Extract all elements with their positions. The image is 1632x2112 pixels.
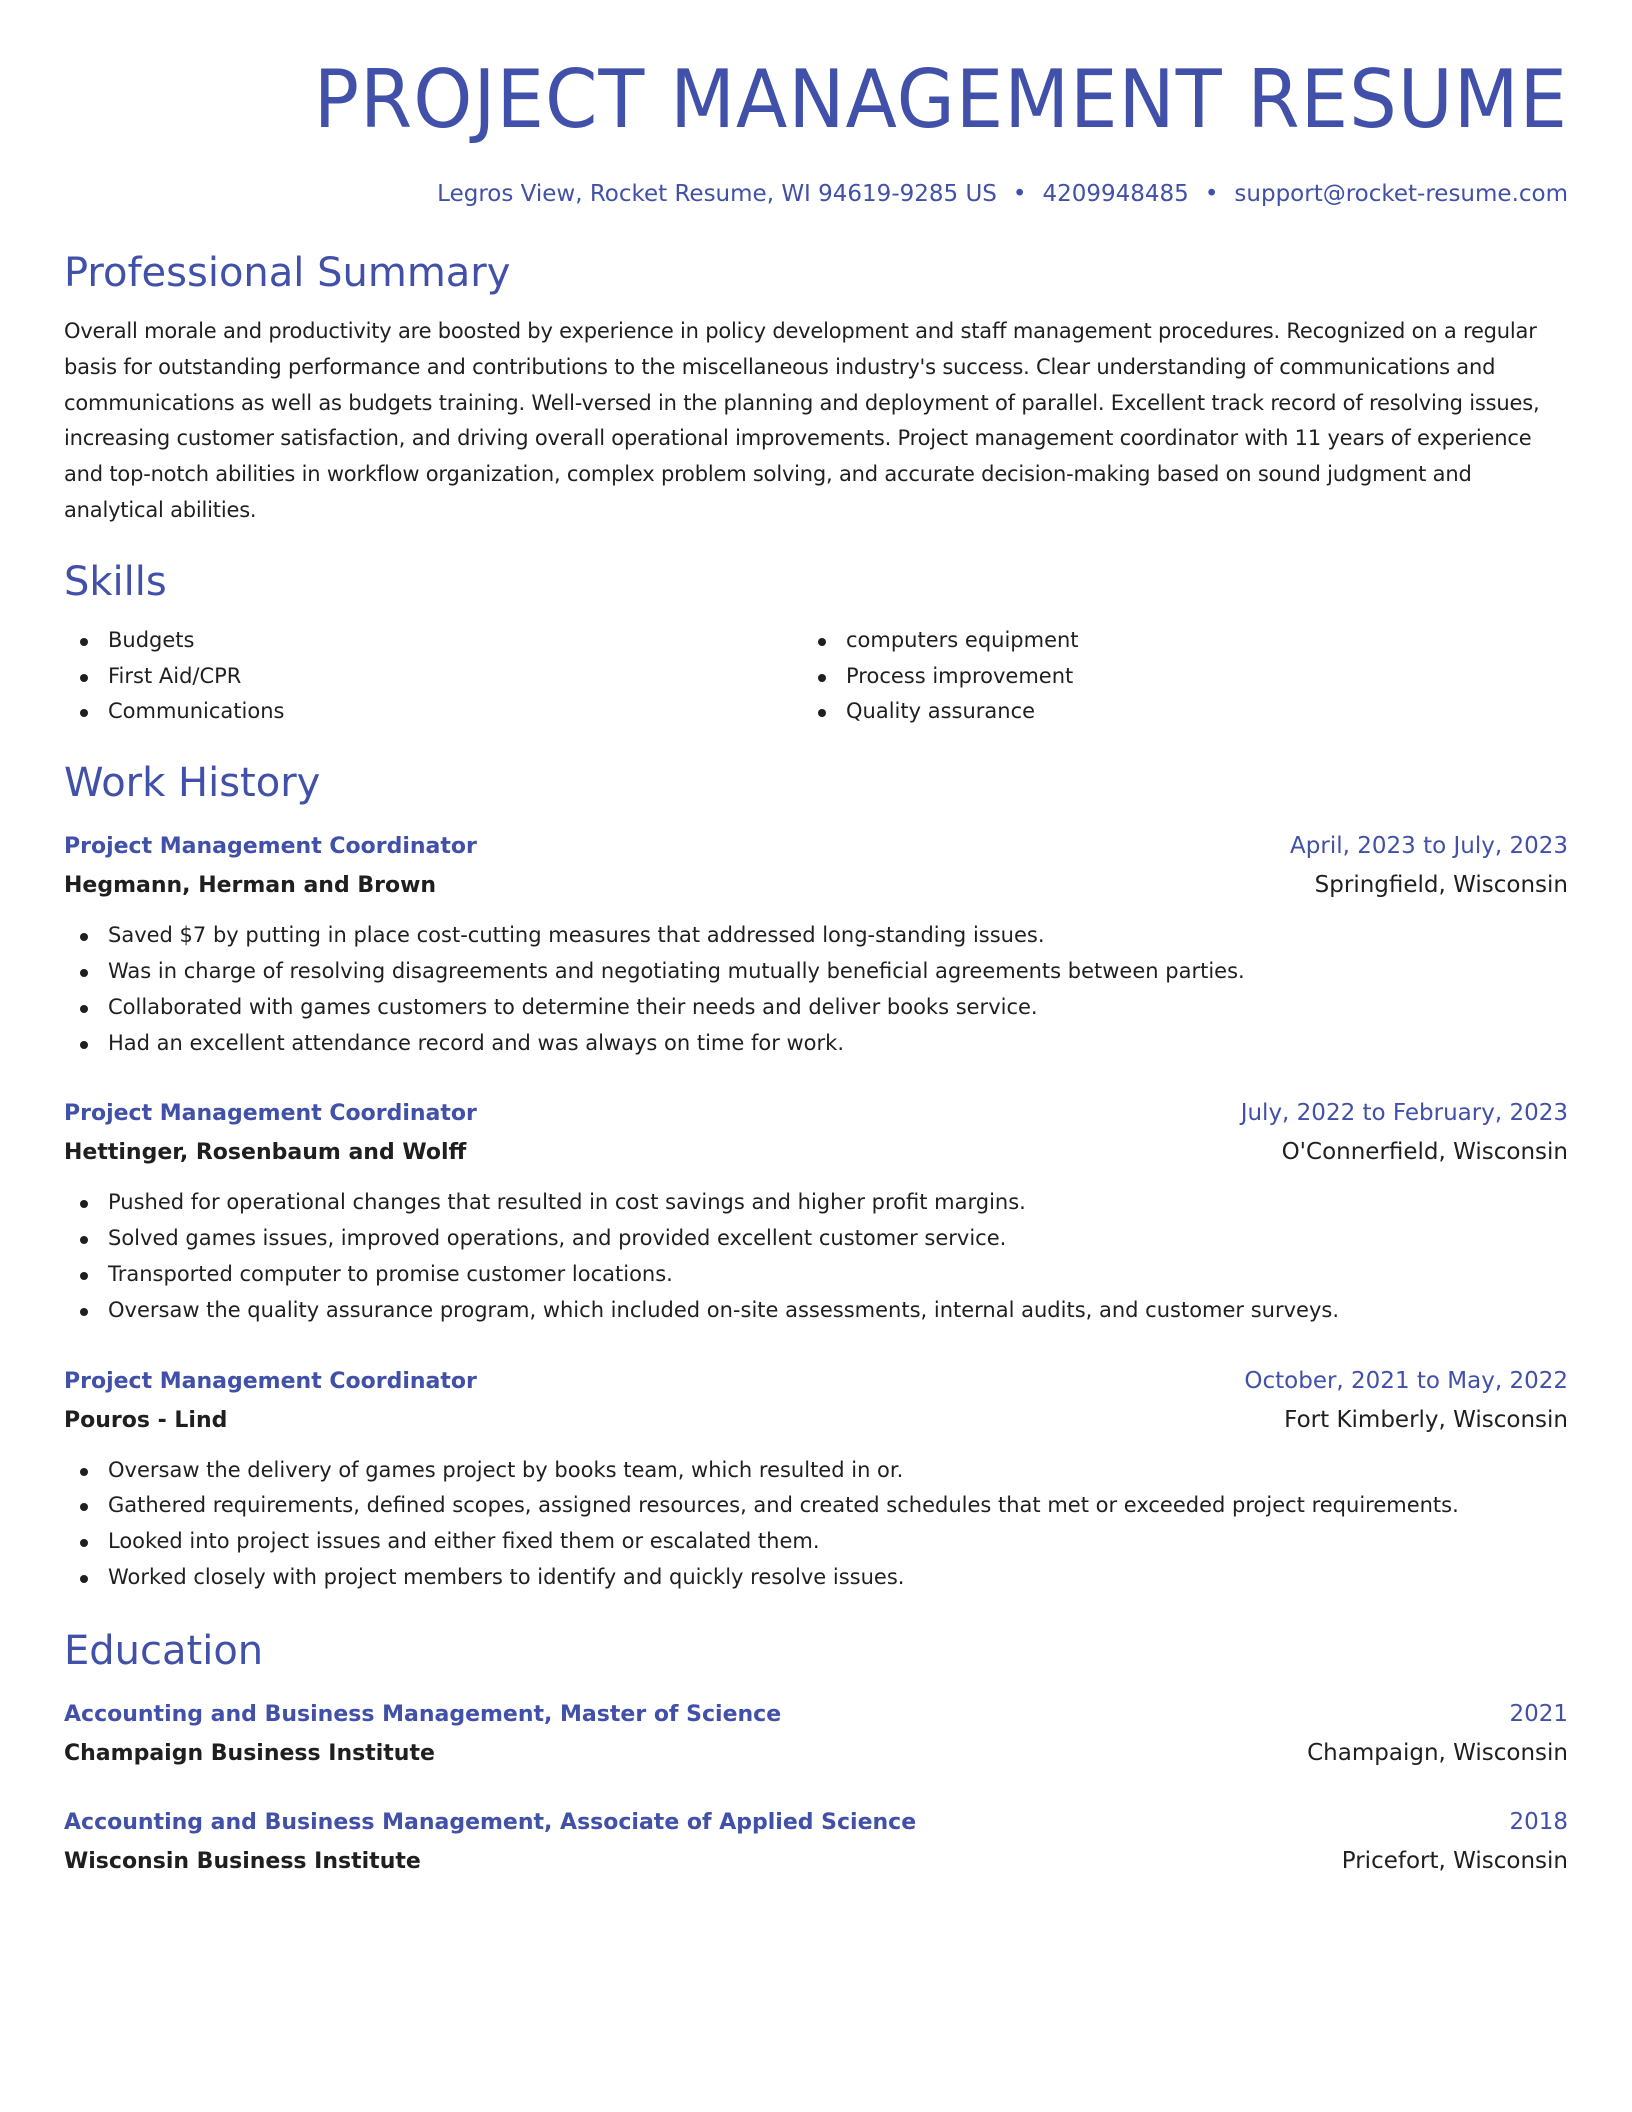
job-company: Pouros - Lind <box>64 1407 228 1433</box>
contact-email: support@rocket-resume.com <box>1234 181 1568 207</box>
job-title: Project Management Coordinator <box>64 834 477 860</box>
job-bullet: Pushed for operational changes that resulted in cost savings and higher profit margins. <box>64 1185 1568 1221</box>
resume-header <box>64 0 1568 210</box>
job-bullet: Saved $7 by putting in place cost-cutting measures that addressed long-standing issues. <box>64 918 1568 954</box>
job-company-row <box>64 865 1568 906</box>
job-title: Project Management Coordinator <box>64 1368 477 1394</box>
skill-item: Process improvement <box>802 659 1540 695</box>
education-year: 2021 <box>1509 1700 1568 1727</box>
education-degree: Accounting and Business Management, Master of Science <box>64 1701 782 1727</box>
job-bullet: Transported computer to promise customer locations. <box>64 1257 1568 1293</box>
job-bullet: Looked into project issues and either fixed them or escalated them. <box>64 1524 1568 1560</box>
job-dates: April, 2023 to July, 2023 <box>1290 833 1568 860</box>
skills-columns <box>64 623 1568 730</box>
resume-title: PROJECT MANAGEMENT RESUME <box>313 53 1568 146</box>
education-location: Champaign, Wisconsin <box>1307 1739 1568 1766</box>
contact-separator: • <box>1012 181 1027 207</box>
skill-item: Communications <box>64 694 802 730</box>
section-title-work: Work History <box>64 760 321 807</box>
summary-text: Overall morale and productivity are boosted by experience in policy development and staff management procedures. Recognized on a regular basis for outstanding performance and contributions to the miscellaneous industry's success. Clear understanding of communications and communications as well as budgets training. Well-versed in the planning and deployment of parallel. Excellent track record of resolving issues, increasing customer satisfaction, and driving overall operational improvements. Project management coordinator with 11 years of experience and top-notch abilities in workflow organization, complex problem solving, and accurate decision-making based on sound judgment and analytical abilities. <box>64 319 1540 522</box>
section-title-summary: Professional Summary <box>64 250 511 296</box>
skills-section <box>64 557 1568 730</box>
skill-item: Budgets <box>64 623 802 659</box>
job-header-row <box>64 1095 1568 1132</box>
job-location: Springfield, Wisconsin <box>1314 872 1568 899</box>
job-bullets <box>64 1453 1568 1596</box>
education-section <box>64 1626 1568 1882</box>
education-header-row <box>64 1696 1568 1733</box>
job-header-row <box>64 1363 1568 1400</box>
education-school-row <box>64 1733 1568 1774</box>
job-bullet: Collaborated with games customers to determine their needs and deliver books service. <box>64 990 1568 1026</box>
contact-separator: • <box>1204 181 1219 207</box>
section-title-education: Education <box>64 1627 264 1674</box>
skills-list-left <box>64 623 802 730</box>
job-entry <box>64 1363 1568 1596</box>
job-bullet: Gathered requirements, defined scopes, assigned resources, and created schedules that met or exceeded project requirements. <box>64 1488 1568 1524</box>
job-company: Hegmann, Herman and Brown <box>64 873 437 899</box>
education-school: Wisconsin Business Institute <box>64 1848 421 1874</box>
job-bullet: Worked closely with project members to identify and quickly resolve issues. <box>64 1560 1568 1596</box>
skill-item: computers equipment <box>802 623 1540 659</box>
job-dates: July, 2022 to February, 2023 <box>1240 1100 1568 1127</box>
work-section <box>64 758 1568 1596</box>
job-dates: October, 2021 to May, 2022 <box>1244 1367 1568 1394</box>
skill-item: First Aid/CPR <box>64 659 802 695</box>
education-degree: Accounting and Business Management, Associate of Applied Science <box>64 1809 917 1835</box>
job-bullets <box>64 918 1568 1061</box>
skill-item: Quality assurance <box>802 694 1540 730</box>
job-title: Project Management Coordinator <box>64 1101 477 1127</box>
education-header-row <box>64 1804 1568 1841</box>
job-location: Fort Kimberly, Wisconsin <box>1284 1406 1568 1433</box>
job-entry <box>64 828 1568 1061</box>
education-entry <box>64 1804 1568 1882</box>
education-school-row <box>64 1841 1568 1882</box>
job-bullet: Was in charge of resolving disagreements and negotiating mutually beneficial agreements between parties. <box>64 954 1568 990</box>
skills-list-right <box>802 623 1540 730</box>
contact-address: Legros View, Rocket Resume, WI 94619-9285 US <box>437 181 997 207</box>
job-entry <box>64 1095 1568 1328</box>
education-school: Champaign Business Institute <box>64 1740 435 1766</box>
job-bullet: Oversaw the quality assurance program, which included on-site assessments, internal audits, and customer surveys. <box>64 1293 1568 1329</box>
job-company-row <box>64 1400 1568 1441</box>
contact-phone: 4209948485 <box>1042 181 1189 207</box>
job-location: O'Connerfield, Wisconsin <box>1281 1139 1568 1166</box>
education-location: Pricefort, Wisconsin <box>1341 1847 1568 1874</box>
education-year: 2018 <box>1509 1808 1568 1835</box>
job-bullet: Oversaw the delivery of games project by books team, which resulted in or. <box>64 1453 1568 1489</box>
job-bullet: Solved games issues, improved operations, and provided excellent customer service. <box>64 1221 1568 1257</box>
education-entry <box>64 1696 1568 1774</box>
section-title-skills: Skills <box>64 558 167 605</box>
summary-section <box>64 248 1568 529</box>
job-company-row <box>64 1132 1568 1173</box>
contact-line <box>64 178 1568 210</box>
job-bullet: Had an excellent attendance record and was always on time for work. <box>64 1026 1568 1062</box>
job-header-row <box>64 828 1568 865</box>
job-company: Hettinger, Rosenbaum and Wolff <box>64 1140 467 1166</box>
job-bullets <box>64 1185 1568 1328</box>
